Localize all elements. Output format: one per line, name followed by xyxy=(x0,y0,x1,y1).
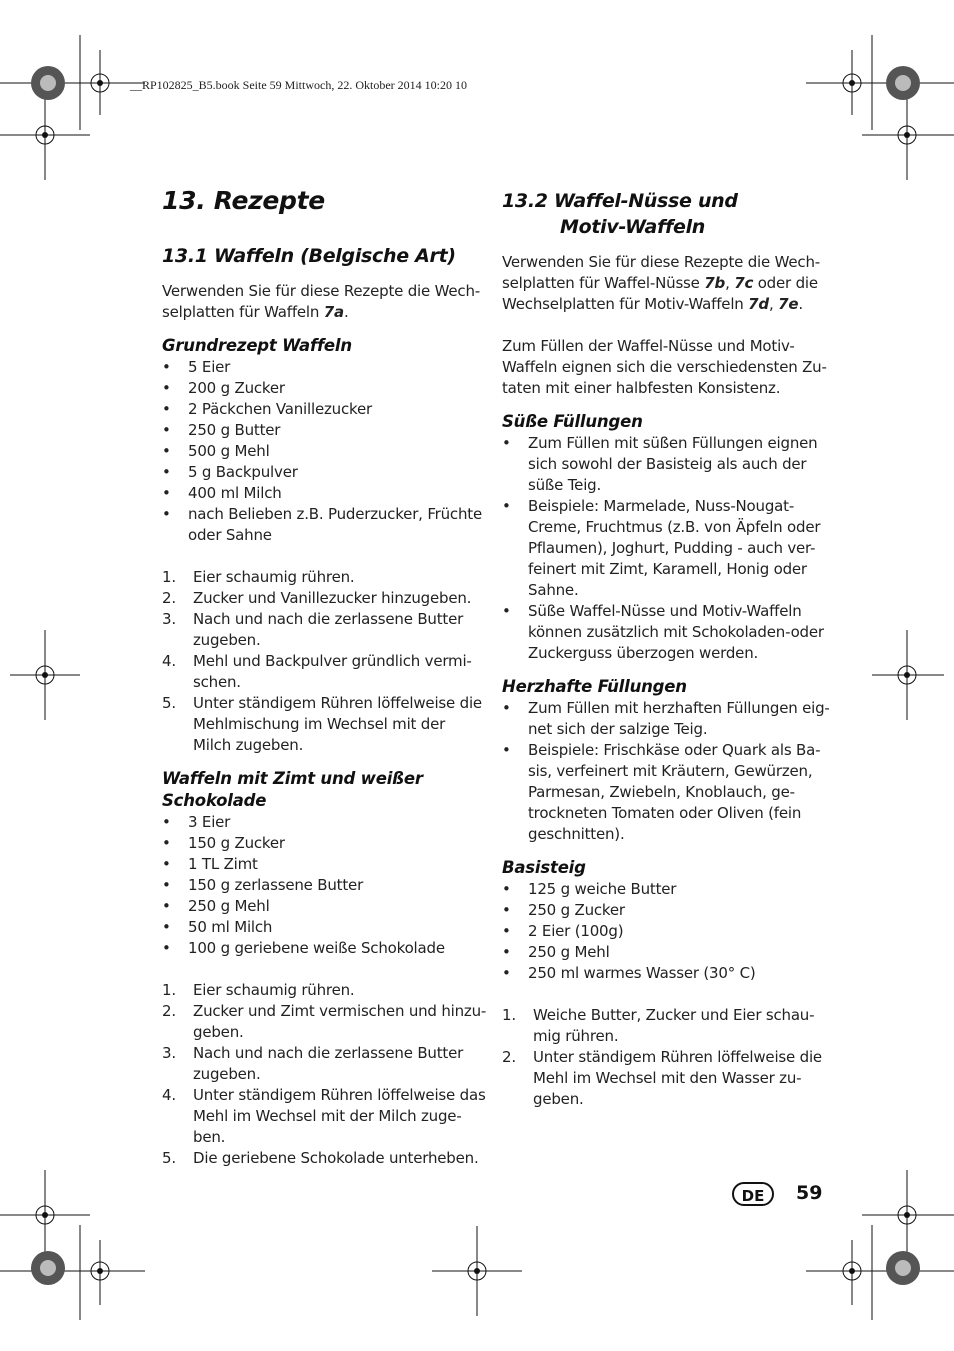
section-heading-waffeln: 13.1 Waffeln (Belgische Art) xyxy=(162,245,456,267)
list-item: • 150 g zerlassene Butter xyxy=(162,875,487,896)
step-text: Mehl und Backpulver gründlich vermi-schen. xyxy=(193,652,472,691)
bullet-list xyxy=(502,698,832,845)
step-number: 4. xyxy=(162,652,176,670)
step-item xyxy=(162,1148,487,1169)
step-list xyxy=(162,980,487,1169)
bullet-list xyxy=(502,433,832,664)
subheading-suesse: Süße Füllungen xyxy=(502,412,643,431)
page-title: 13. Rezepte xyxy=(162,186,325,215)
code-7b: 7b xyxy=(704,274,726,292)
section2-intro: Verwenden Sie für diese Rezepte die Wech- selplatten für Waffel-Nüsse 7b, 7c oder die Wechselplatten für Motiv-Waffeln 7d, 7e. xyxy=(502,253,820,313)
step-number: 2. xyxy=(162,589,176,607)
step-item xyxy=(162,1001,487,1043)
section-heading-waffel-nuesse: 13.2 Waffel-Nüsse und Motiv-Waffeln xyxy=(502,190,738,238)
list-item: • 250 ml warmes Wasser (30° C) xyxy=(502,963,832,984)
page-number: 59 xyxy=(796,1182,823,1204)
print-header: __RP102825_B5.book Seite 59 Mittwoch, 22. Oktober 2014 10:20 10 xyxy=(130,78,467,92)
step-text: Die geriebene Schokolade unterheben. xyxy=(193,1149,479,1167)
step-text: Zucker und Zimt vermischen und hinzu-geben. xyxy=(193,1002,487,1041)
step-item xyxy=(162,980,487,1001)
list-item: • 250 g Mehl xyxy=(162,896,487,917)
left-column xyxy=(162,180,487,1169)
code-7c: 7c xyxy=(734,274,754,292)
code-7d: 7d xyxy=(748,295,769,313)
list-item: • 250 g Butter xyxy=(162,420,487,441)
list-item: • Zum Füllen mit süßen Füllungen eignen sich sowohl der Basisteig als auch der süße Teig. xyxy=(502,433,832,496)
step-number: 2. xyxy=(162,1002,176,1020)
step-number: 4. xyxy=(162,1086,176,1104)
step-item xyxy=(162,567,487,588)
code-7e: 7e xyxy=(778,295,799,313)
step-text: Unter ständigem Rühren löffelweise die Mehlmischung im Wechsel mit der Milch zugeben. xyxy=(193,694,482,754)
step-item xyxy=(502,1005,832,1047)
subheading-basisteig: Basisteig xyxy=(502,858,586,877)
list-item: • Beispiele: Marmelade, Nuss-Nougat-Creme, Fruchtmus (z.B. von Äpfeln oder Pflaumen), Joghurt, Pudding - auch ver-feinert mit Zimt, Karamell, Honig oder Sahne. xyxy=(502,496,832,601)
list-item: • 2 Eier (100g) xyxy=(502,921,832,942)
right-column xyxy=(502,180,832,1110)
step-number: 3. xyxy=(162,1044,176,1062)
list-item: • 500 g Mehl xyxy=(162,441,487,462)
list-item: • Süße Waffel-Nüsse und Motiv-Waffeln können zusätzlich mit Schokoladen-oder Zuckerguss überzogen werden. xyxy=(502,601,832,664)
step-number: 1. xyxy=(502,1006,516,1024)
list-item: • Beispiele: Frischkäse oder Quark als Ba-sis, verfeinert mit Kräutern, Gewürzen, Parmesan, Zwiebeln, Knoblauch, ge-trockneten Tomaten oder Oliven (fein geschnitten). xyxy=(502,740,832,845)
list-item: • 200 g Zucker xyxy=(162,378,487,399)
step-item xyxy=(162,588,487,609)
step-item xyxy=(162,1085,487,1148)
step-number: 5. xyxy=(162,694,176,712)
step-text: Weiche Butter, Zucker und Eier schau-mig rühren. xyxy=(533,1006,815,1045)
ingredient-list xyxy=(502,879,832,984)
step-number: 3. xyxy=(162,610,176,628)
list-item: • 100 g geriebene weiße Schokolade xyxy=(162,938,487,959)
list-item: • 5 g Backpulver xyxy=(162,462,487,483)
step-number: 2. xyxy=(502,1048,516,1066)
step-list xyxy=(162,567,487,756)
step-number: 1. xyxy=(162,568,176,586)
step-number: 5. xyxy=(162,1149,176,1167)
list-item: • 250 g Zucker xyxy=(502,900,832,921)
list-item: • 5 Eier xyxy=(162,357,487,378)
language-badge: DE xyxy=(732,1182,774,1206)
list-item: • 250 g Mehl xyxy=(502,942,832,963)
ingredient-list xyxy=(162,812,487,959)
list-item: • nach Belieben z.B. Puderzucker, Früchte oder Sahne xyxy=(162,504,487,546)
step-text: Nach und nach die zerlassene Butter zugeben. xyxy=(193,1044,464,1083)
step-list xyxy=(502,1005,832,1110)
step-item xyxy=(162,1043,487,1085)
list-item: • 50 ml Milch xyxy=(162,917,487,938)
list-item: • 150 g Zucker xyxy=(162,833,487,854)
list-item: • 3 Eier xyxy=(162,812,487,833)
list-item: • Zum Füllen mit herzhaften Füllungen eig-net sich der salzige Teig. xyxy=(502,698,832,740)
list-item: • 400 ml Milch xyxy=(162,483,487,504)
step-number: 1. xyxy=(162,981,176,999)
subheading-zimt: Waffeln mit Zimt und weißer Schokolade xyxy=(162,769,423,810)
list-item: • 125 g weiche Butter xyxy=(502,879,832,900)
step-text: Eier schaumig rühren. xyxy=(193,981,355,999)
subheading-herzhafte: Herzhafte Füllungen xyxy=(502,677,687,696)
list-item: • 2 Päckchen Vanillezucker xyxy=(162,399,487,420)
code-7a: 7a xyxy=(323,303,344,321)
section2-paragraph: Zum Füllen der Waffel-Nüsse und Motiv-Waffeln eignen sich die verschiedensten Zu-taten mit einer halbfesten Konsistenz. xyxy=(502,337,827,397)
step-text: Nach und nach die zerlassene Butter zugeben. xyxy=(193,610,464,649)
step-item xyxy=(162,651,487,693)
step-item xyxy=(502,1047,832,1110)
section1-intro: Verwenden Sie für diese Rezepte die Wech- selplatten für Waffeln 7a. xyxy=(162,282,480,321)
step-text: Eier schaumig rühren. xyxy=(193,568,355,586)
list-item: • 1 TL Zimt xyxy=(162,854,487,875)
ingredient-list xyxy=(162,357,487,546)
step-text: Unter ständigem Rühren löffelweise die Mehl im Wechsel mit den Wasser zu-geben. xyxy=(533,1048,822,1108)
step-item xyxy=(162,609,487,651)
step-item xyxy=(162,693,487,756)
step-text: Unter ständigem Rühren löffelweise das Mehl im Wechsel mit der Milch zuge-ben. xyxy=(193,1086,486,1146)
step-text: Zucker und Vanillezucker hinzugeben. xyxy=(193,589,472,607)
subheading-grundrezept: Grundrezept Waffeln xyxy=(162,336,352,355)
